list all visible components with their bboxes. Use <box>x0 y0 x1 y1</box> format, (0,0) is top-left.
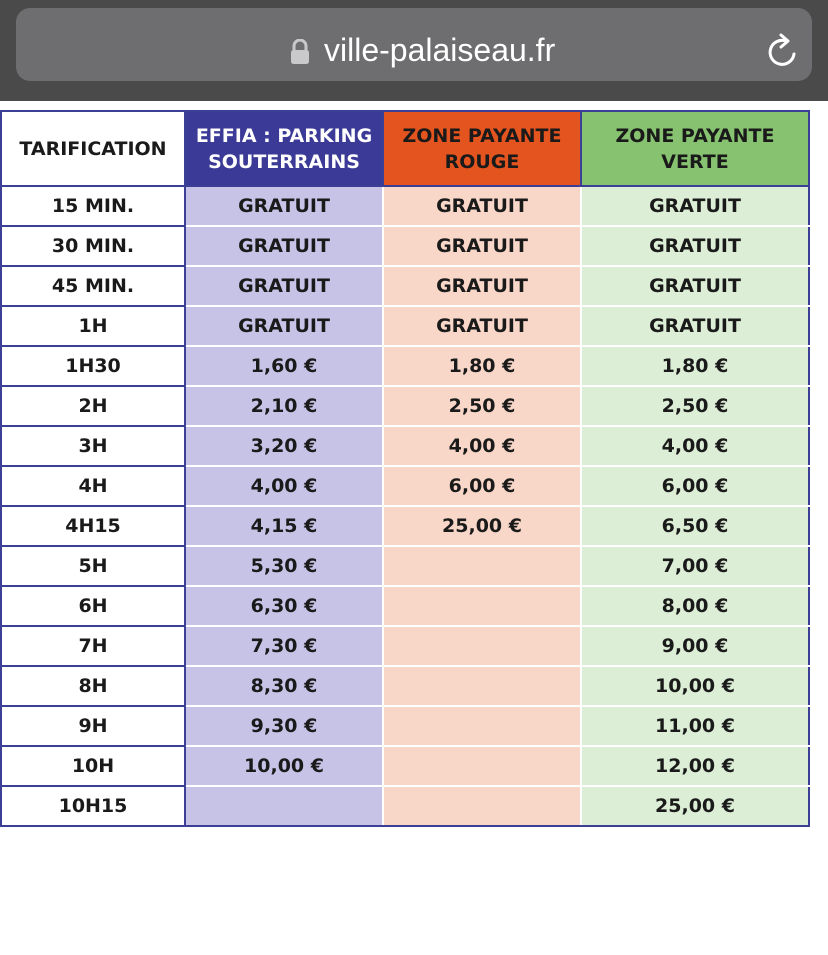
zone-verte-price-cell: 6,00 € <box>581 466 809 506</box>
duration-cell: 4H15 <box>1 506 185 546</box>
effia-price-cell: 6,30 € <box>185 586 383 626</box>
effia-price-cell: 7,30 € <box>185 626 383 666</box>
duration-cell: 3H <box>1 426 185 466</box>
pricing-table-container <box>0 110 810 827</box>
zone-verte-price-cell: GRATUIT <box>581 266 809 306</box>
duration-cell: 10H <box>1 746 185 786</box>
zone-rouge-price-cell <box>383 666 581 706</box>
duration-cell: 8H <box>1 666 185 706</box>
effia-price-cell: 10,00 € <box>185 746 383 786</box>
duration-cell: 4H <box>1 466 185 506</box>
url-text[interactable]: ville-palaiseau.fr <box>324 32 556 68</box>
zone-verte-price-cell: 8,00 € <box>581 586 809 626</box>
zone-rouge-price-cell: GRATUIT <box>383 186 581 226</box>
zone-verte-price-cell: 10,00 € <box>581 666 809 706</box>
zone-verte-price-cell: 6,50 € <box>581 506 809 546</box>
duration-cell: 45 MIN. <box>1 266 185 306</box>
effia-price-cell: GRATUIT <box>185 226 383 266</box>
effia-price-cell: GRATUIT <box>185 266 383 306</box>
effia-price-cell: 2,10 € <box>185 386 383 426</box>
zone-rouge-price-cell <box>383 786 581 826</box>
lock-icon <box>290 39 310 65</box>
zone-verte-price-cell: GRATUIT <box>581 306 809 346</box>
duration-cell: 15 MIN. <box>1 186 185 226</box>
zone-rouge-price-cell: 25,00 € <box>383 506 581 546</box>
header-zone-rouge: ZONE PAYANTE ROUGE <box>383 111 581 186</box>
duration-cell: 5H <box>1 546 185 586</box>
zone-rouge-price-cell <box>383 746 581 786</box>
table-row <box>1 706 809 746</box>
duration-cell: 10H15 <box>1 786 185 826</box>
table-row <box>1 786 809 826</box>
effia-price-cell: 9,30 € <box>185 706 383 746</box>
zone-rouge-price-cell: 1,80 € <box>383 346 581 386</box>
duration-cell: 1H30 <box>1 346 185 386</box>
zone-verte-price-cell: 2,50 € <box>581 386 809 426</box>
effia-price-cell: 4,15 € <box>185 506 383 546</box>
effia-price-cell: 8,30 € <box>185 666 383 706</box>
effia-price-cell: 5,30 € <box>185 546 383 586</box>
zone-verte-price-cell: 9,00 € <box>581 626 809 666</box>
duration-cell: 9H <box>1 706 185 746</box>
effia-price-cell: GRATUIT <box>185 186 383 226</box>
table-header-row <box>1 111 809 186</box>
zone-verte-price-cell: 4,00 € <box>581 426 809 466</box>
table-row <box>1 426 809 466</box>
header-tarification: TARIFICATION <box>1 111 185 186</box>
zone-rouge-price-cell: 4,00 € <box>383 426 581 466</box>
duration-cell: 7H <box>1 626 185 666</box>
zone-rouge-price-cell: GRATUIT <box>383 266 581 306</box>
address-bar[interactable] <box>16 8 812 81</box>
zone-rouge-price-cell <box>383 706 581 746</box>
effia-price-cell: 3,20 € <box>185 426 383 466</box>
table-row <box>1 506 809 546</box>
zone-rouge-price-cell <box>383 546 581 586</box>
duration-cell: 2H <box>1 386 185 426</box>
zone-verte-price-cell: 7,00 € <box>581 546 809 586</box>
zone-rouge-price-cell <box>383 586 581 626</box>
zone-verte-price-cell: GRATUIT <box>581 226 809 266</box>
pricing-table <box>0 110 810 827</box>
table-row <box>1 666 809 706</box>
table-row <box>1 386 809 426</box>
zone-verte-price-cell: 12,00 € <box>581 746 809 786</box>
header-zone-verte: ZONE PAYANTE VERTE <box>581 111 809 186</box>
table-row <box>1 546 809 586</box>
table-row <box>1 346 809 386</box>
table-row <box>1 626 809 666</box>
reload-icon[interactable] <box>764 32 804 72</box>
zone-verte-price-cell: 1,80 € <box>581 346 809 386</box>
table-row <box>1 466 809 506</box>
duration-cell: 30 MIN. <box>1 226 185 266</box>
zone-verte-price-cell: GRATUIT <box>581 186 809 226</box>
table-row <box>1 306 809 346</box>
zone-rouge-price-cell: GRATUIT <box>383 226 581 266</box>
header-effia: EFFIA : PARKING SOUTERRAINS <box>185 111 383 186</box>
duration-cell: 1H <box>1 306 185 346</box>
zone-rouge-price-cell: 6,00 € <box>383 466 581 506</box>
effia-price-cell: GRATUIT <box>185 306 383 346</box>
zone-rouge-price-cell: 2,50 € <box>383 386 581 426</box>
table-row <box>1 586 809 626</box>
effia-price-cell <box>185 786 383 826</box>
table-row <box>1 226 809 266</box>
zone-rouge-price-cell: GRATUIT <box>383 306 581 346</box>
zone-verte-price-cell: 11,00 € <box>581 706 809 746</box>
zone-verte-price-cell: 25,00 € <box>581 786 809 826</box>
effia-price-cell: 1,60 € <box>185 346 383 386</box>
effia-price-cell: 4,00 € <box>185 466 383 506</box>
table-row <box>1 746 809 786</box>
duration-cell: 6H <box>1 586 185 626</box>
zone-rouge-price-cell <box>383 626 581 666</box>
table-row <box>1 266 809 306</box>
table-row <box>1 186 809 226</box>
browser-toolbar <box>0 0 828 101</box>
